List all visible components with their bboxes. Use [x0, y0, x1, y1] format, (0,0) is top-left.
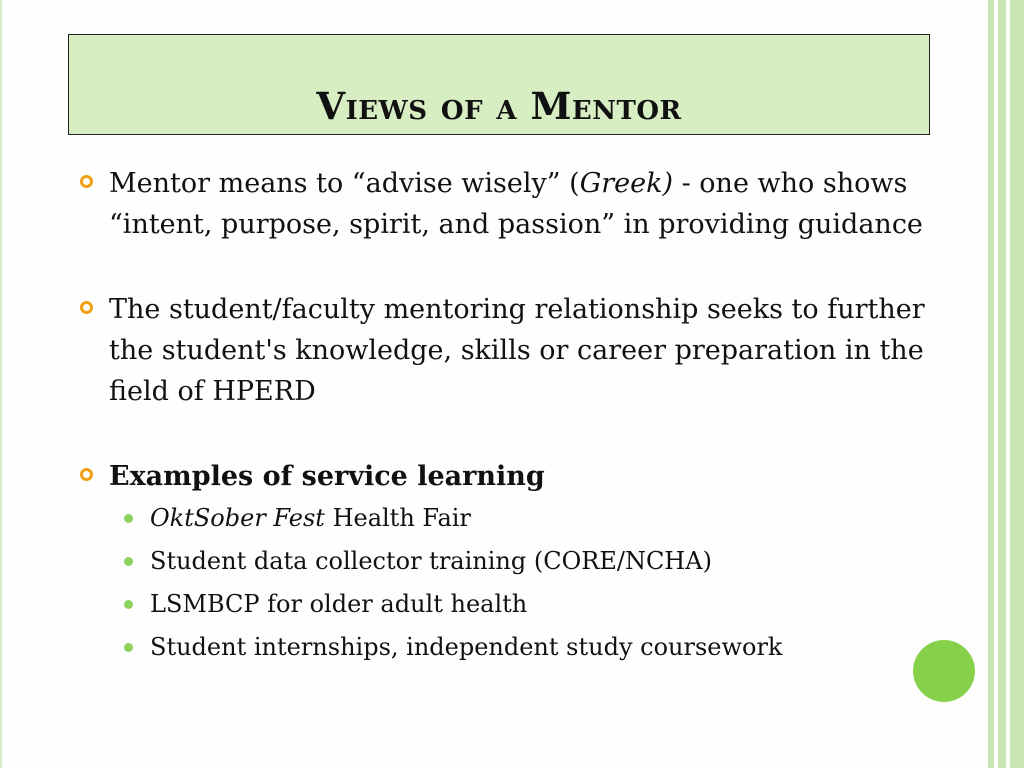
- dot-bullet-icon: [124, 514, 133, 523]
- dot-bullet-icon: [124, 643, 133, 652]
- bullet-relationship: [80, 289, 930, 412]
- bullet-text-part: - one who shows “intent, purpose, spirit, and passion” in providing guidance: [109, 168, 923, 240]
- dot-bullet-icon: [124, 557, 133, 566]
- decorative-green-circle: [913, 640, 975, 702]
- bullet-text: The student/faculty mentoring relationship seeks to further the student's knowledge, skills or career preparation in the field of HPERD: [109, 294, 925, 407]
- sub-bullet-item: [80, 626, 930, 669]
- bullet-text-italic: Greek): [579, 168, 674, 199]
- title-box: [68, 34, 930, 135]
- slide-title: Views of a Mentor: [316, 84, 682, 128]
- bullet-heading: Examples of service learning: [109, 461, 545, 492]
- bullet-service-learning: [80, 456, 930, 497]
- sub-bullet-item: [80, 497, 930, 540]
- sub-item-text: Student internships, independent study coursework: [150, 633, 783, 661]
- sub-item-italic: OktSober Fest: [150, 504, 325, 532]
- sub-bullet-item: [80, 583, 930, 626]
- sub-item-text: Student data collector training (CORE/NCHA): [150, 547, 712, 575]
- dot-bullet-icon: [124, 600, 133, 609]
- circle-bullet-icon: [80, 468, 93, 481]
- left-border-line: [0, 0, 2, 768]
- sub-item-text: LSMBCP for older adult health: [150, 590, 528, 618]
- sub-bullet-item: [80, 540, 930, 583]
- right-decorative-stripes: [980, 0, 1024, 768]
- circle-bullet-icon: [80, 175, 93, 188]
- bullet-text-part: Mentor means to “advise wisely” (: [109, 168, 580, 199]
- slide-content: [80, 163, 930, 669]
- bullet-mentor-definition: [80, 163, 930, 245]
- circle-bullet-icon: [80, 301, 93, 314]
- sub-item-text: Health Fair: [324, 504, 471, 532]
